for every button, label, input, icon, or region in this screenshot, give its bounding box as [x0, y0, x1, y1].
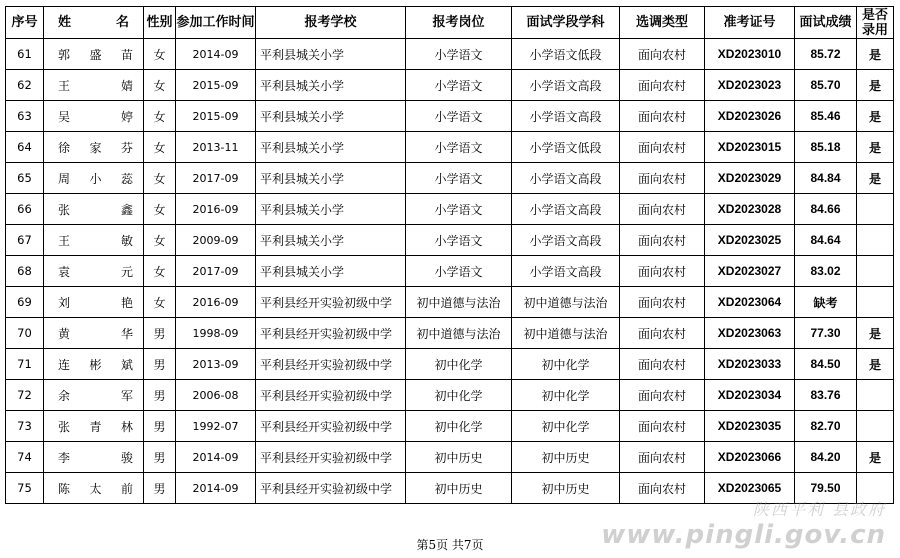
cell-hired: 是	[857, 101, 894, 132]
name-char: 艳	[120, 295, 133, 310]
table-row	[6, 318, 894, 349]
name-chars	[44, 170, 143, 187]
cell-name	[44, 39, 144, 70]
name-char: 吴	[58, 109, 71, 124]
cell-school: 平利县经开实验初级中学	[256, 473, 406, 504]
cell-work-time: 2017-09	[176, 256, 256, 287]
cell-hired: 是	[857, 349, 894, 380]
cell-subject: 小学语文高段	[512, 256, 620, 287]
cell-type: 面向农村	[620, 473, 705, 504]
cell-subject: 小学语文低段	[512, 39, 620, 70]
cell-hired	[857, 380, 894, 411]
cell-hired: 是	[857, 163, 894, 194]
cell-school: 平利县城关小学	[256, 194, 406, 225]
cell-exam-no: XD2023064	[705, 287, 795, 318]
cell-no: 66	[6, 194, 44, 225]
cell-gender: 女	[144, 256, 176, 287]
name-chars	[44, 232, 143, 249]
header-type: 选调类型	[620, 7, 705, 39]
cell-score: 85.72	[795, 39, 857, 70]
name-char: 陈	[58, 481, 71, 496]
cell-exam-no: XD2023065	[705, 473, 795, 504]
table-row	[6, 70, 894, 101]
cell-type: 面向农村	[620, 101, 705, 132]
cell-hired: 是	[857, 442, 894, 473]
cell-post: 小学语文	[406, 163, 512, 194]
name-char: 林	[120, 419, 133, 434]
header-name: 姓 名	[44, 7, 144, 39]
cell-work-time: 2015-09	[176, 70, 256, 101]
name-chars	[44, 387, 143, 404]
name-char: 连	[58, 357, 71, 372]
cell-school: 平利县城关小学	[256, 132, 406, 163]
cell-school: 平利县城关小学	[256, 225, 406, 256]
cell-hired	[857, 287, 894, 318]
cell-work-time: 1992-07	[176, 411, 256, 442]
cell-school: 平利县城关小学	[256, 256, 406, 287]
cell-subject: 初中历史	[512, 473, 620, 504]
cell-type: 面向农村	[620, 380, 705, 411]
table-row	[6, 349, 894, 380]
cell-gender: 女	[144, 225, 176, 256]
cell-school: 平利县经开实验初级中学	[256, 380, 406, 411]
cell-hired	[857, 194, 894, 225]
name-chars	[44, 139, 143, 156]
cell-hired: 是	[857, 318, 894, 349]
cell-subject: 初中化学	[512, 411, 620, 442]
name-chars	[44, 325, 143, 342]
name-chars	[44, 356, 143, 373]
cell-post: 小学语文	[406, 132, 512, 163]
cell-subject: 小学语文高段	[512, 225, 620, 256]
cell-school: 平利县经开实验初级中学	[256, 349, 406, 380]
name-char: 芬	[120, 140, 133, 155]
cell-gender: 男	[144, 318, 176, 349]
table-row	[6, 132, 894, 163]
cell-exam-no: XD2023035	[705, 411, 795, 442]
cell-score: 84.20	[795, 442, 857, 473]
cell-exam-no: XD2023029	[705, 163, 795, 194]
cell-subject: 初中历史	[512, 442, 620, 473]
cell-work-time: 2006-08	[176, 380, 256, 411]
cell-exam-no: XD2023063	[705, 318, 795, 349]
cell-type: 面向农村	[620, 287, 705, 318]
cell-score: 84.64	[795, 225, 857, 256]
table-row	[6, 163, 894, 194]
name-chars	[44, 263, 143, 280]
cell-school: 平利县城关小学	[256, 101, 406, 132]
table-row	[6, 287, 894, 318]
cell-no: 73	[6, 411, 44, 442]
name-char: 王	[58, 78, 71, 93]
header-exam-no: 准考证号	[705, 7, 795, 39]
cell-work-time: 2016-09	[176, 194, 256, 225]
cell-name	[44, 442, 144, 473]
cell-hired	[857, 411, 894, 442]
watermark-cn: 陕西平利 县政府	[752, 500, 886, 519]
name-char: 前	[120, 481, 133, 496]
cell-gender: 男	[144, 349, 176, 380]
table-row	[6, 411, 894, 442]
cell-school: 平利县经开实验初级中学	[256, 287, 406, 318]
cell-exam-no: XD2023066	[705, 442, 795, 473]
cell-subject: 初中化学	[512, 349, 620, 380]
name-char: 张	[58, 419, 71, 434]
cell-score: 84.50	[795, 349, 857, 380]
name-char: 张	[58, 202, 71, 217]
cell-no: 61	[6, 39, 44, 70]
cell-type: 面向农村	[620, 163, 705, 194]
cell-post: 初中化学	[406, 411, 512, 442]
table-row	[6, 225, 894, 256]
cell-exam-no: XD2023023	[705, 70, 795, 101]
cell-post: 小学语文	[406, 39, 512, 70]
name-char: 袁	[58, 264, 71, 279]
cell-subject: 初中道德与法治	[512, 287, 620, 318]
cell-subject: 小学语文高段	[512, 163, 620, 194]
name-char: 苗	[120, 47, 133, 62]
cell-type: 面向农村	[620, 39, 705, 70]
cell-post: 小学语文	[406, 101, 512, 132]
cell-exam-no: XD2023028	[705, 194, 795, 225]
cell-subject: 小学语文高段	[512, 194, 620, 225]
cell-score: 85.46	[795, 101, 857, 132]
name-char: 黄	[58, 326, 71, 341]
cell-score: 83.02	[795, 256, 857, 287]
cell-post: 初中道德与法治	[406, 318, 512, 349]
name-char: 盛	[89, 47, 102, 62]
name-char: 李	[58, 450, 71, 465]
table-row	[6, 39, 894, 70]
cell-subject: 小学语文低段	[512, 132, 620, 163]
cell-work-time: 2009-09	[176, 225, 256, 256]
cell-exam-no: XD2023026	[705, 101, 795, 132]
cell-name	[44, 473, 144, 504]
name-char: 青	[89, 419, 102, 434]
cell-type: 面向农村	[620, 411, 705, 442]
cell-exam-no: XD2023027	[705, 256, 795, 287]
cell-name	[44, 225, 144, 256]
table-row	[6, 380, 894, 411]
cell-type: 面向农村	[620, 194, 705, 225]
cell-name	[44, 256, 144, 287]
cell-school: 平利县城关小学	[256, 39, 406, 70]
cell-exam-no: XD2023025	[705, 225, 795, 256]
cell-no: 64	[6, 132, 44, 163]
name-char: 小	[89, 171, 102, 186]
cell-work-time: 2017-09	[176, 163, 256, 194]
cell-no: 70	[6, 318, 44, 349]
cell-exam-no: XD2023010	[705, 39, 795, 70]
cell-subject: 初中化学	[512, 380, 620, 411]
cell-gender: 女	[144, 287, 176, 318]
name-char: 郭	[58, 47, 71, 62]
name-char: 斌	[120, 357, 133, 372]
name-chars	[44, 418, 143, 435]
cell-work-time: 2013-09	[176, 349, 256, 380]
cell-post: 初中历史	[406, 473, 512, 504]
cell-gender: 男	[144, 380, 176, 411]
cell-post: 小学语文	[406, 194, 512, 225]
table-row	[6, 442, 894, 473]
name-char: 军	[120, 388, 133, 403]
cell-name	[44, 287, 144, 318]
watermark-url: www.pingli.gov.cn	[601, 520, 886, 550]
cell-post: 小学语文	[406, 70, 512, 101]
cell-gender: 男	[144, 442, 176, 473]
cell-gender: 男	[144, 411, 176, 442]
header-work-time: 参加工作时间	[176, 7, 256, 39]
cell-school: 平利县经开实验初级中学	[256, 411, 406, 442]
cell-score: 79.50	[795, 473, 857, 504]
name-char: 元	[120, 264, 133, 279]
cell-name	[44, 318, 144, 349]
cell-no: 71	[6, 349, 44, 380]
cell-subject: 初中道德与法治	[512, 318, 620, 349]
cell-hired: 是	[857, 70, 894, 101]
cell-subject: 小学语文高段	[512, 70, 620, 101]
cell-hired: 是	[857, 39, 894, 70]
cell-hired	[857, 256, 894, 287]
cell-school: 平利县城关小学	[256, 163, 406, 194]
cell-type: 面向农村	[620, 225, 705, 256]
cell-work-time: 2013-11	[176, 132, 256, 163]
name-char: 王	[58, 233, 71, 248]
cell-post: 初中化学	[406, 349, 512, 380]
cell-work-time: 1998-09	[176, 318, 256, 349]
name-chars	[44, 77, 143, 94]
cell-name	[44, 349, 144, 380]
name-chars	[44, 449, 143, 466]
cell-no: 62	[6, 70, 44, 101]
cell-no: 69	[6, 287, 44, 318]
name-char: 徐	[58, 140, 71, 155]
name-char: 婷	[120, 109, 133, 124]
cell-score: 85.70	[795, 70, 857, 101]
cell-gender: 女	[144, 70, 176, 101]
cell-no: 74	[6, 442, 44, 473]
cell-exam-no: XD2023033	[705, 349, 795, 380]
cell-no: 68	[6, 256, 44, 287]
table-row	[6, 194, 894, 225]
header-school: 报考学校	[256, 7, 406, 39]
cell-no: 72	[6, 380, 44, 411]
name-char: 敏	[120, 233, 133, 248]
cell-post: 初中历史	[406, 442, 512, 473]
header-no: 序号	[6, 7, 44, 39]
cell-work-time: 2016-09	[176, 287, 256, 318]
cell-score: 缺考	[795, 287, 857, 318]
page-footer: 第5页 共7页	[416, 538, 484, 552]
cell-type: 面向农村	[620, 442, 705, 473]
cell-gender: 女	[144, 163, 176, 194]
cell-exam-no: XD2023015	[705, 132, 795, 163]
table-row	[6, 256, 894, 287]
cell-no: 75	[6, 473, 44, 504]
cell-name	[44, 101, 144, 132]
name-chars	[44, 480, 143, 497]
cell-score: 83.76	[795, 380, 857, 411]
cell-school: 平利县城关小学	[256, 70, 406, 101]
cell-post: 初中化学	[406, 380, 512, 411]
results-table	[5, 6, 894, 504]
table-row	[6, 101, 894, 132]
cell-type: 面向农村	[620, 132, 705, 163]
name-char: 鑫	[120, 202, 133, 217]
cell-no: 63	[6, 101, 44, 132]
cell-gender: 女	[144, 132, 176, 163]
cell-name	[44, 163, 144, 194]
cell-gender: 女	[144, 101, 176, 132]
name-char: 刘	[58, 295, 71, 310]
name-char: 太	[89, 481, 102, 496]
cell-name	[44, 132, 144, 163]
cell-type: 面向农村	[620, 256, 705, 287]
cell-name	[44, 70, 144, 101]
cell-school: 平利县经开实验初级中学	[256, 318, 406, 349]
name-char: 婧	[120, 78, 133, 93]
cell-exam-no: XD2023034	[705, 380, 795, 411]
cell-gender: 女	[144, 194, 176, 225]
header-post: 报考岗位	[406, 7, 512, 39]
name-char: 蕊	[120, 171, 133, 186]
cell-work-time: 2014-09	[176, 473, 256, 504]
cell-hired: 是	[857, 132, 894, 163]
name-chars	[44, 294, 143, 311]
cell-type: 面向农村	[620, 70, 705, 101]
name-chars	[44, 201, 143, 218]
name-chars	[44, 108, 143, 125]
table-header-row	[6, 7, 894, 39]
cell-score: 84.84	[795, 163, 857, 194]
cell-post: 小学语文	[406, 256, 512, 287]
cell-score: 82.70	[795, 411, 857, 442]
cell-gender: 女	[144, 39, 176, 70]
header-hired: 是否录用	[857, 7, 894, 39]
cell-type: 面向农村	[620, 318, 705, 349]
cell-post: 初中道德与法治	[406, 287, 512, 318]
cell-name	[44, 380, 144, 411]
name-char: 周	[58, 171, 71, 186]
cell-gender: 男	[144, 473, 176, 504]
header-subject: 面试学段学科	[512, 7, 620, 39]
cell-no: 65	[6, 163, 44, 194]
cell-hired	[857, 225, 894, 256]
cell-work-time: 2015-09	[176, 101, 256, 132]
cell-no: 67	[6, 225, 44, 256]
cell-name	[44, 194, 144, 225]
cell-type: 面向农村	[620, 349, 705, 380]
header-score: 面试成绩	[795, 7, 857, 39]
name-char: 彬	[89, 357, 102, 372]
cell-post: 小学语文	[406, 225, 512, 256]
cell-score: 84.66	[795, 194, 857, 225]
cell-score: 85.18	[795, 132, 857, 163]
name-char: 华	[120, 326, 133, 341]
cell-school: 平利县经开实验初级中学	[256, 442, 406, 473]
name-chars	[44, 46, 143, 63]
cell-subject: 小学语文高段	[512, 101, 620, 132]
name-char: 骏	[120, 450, 133, 465]
cell-work-time: 2014-09	[176, 442, 256, 473]
name-char: 余	[58, 388, 71, 403]
watermark	[601, 497, 886, 550]
name-char: 家	[89, 140, 102, 155]
cell-work-time: 2014-09	[176, 39, 256, 70]
cell-name	[44, 411, 144, 442]
cell-score: 77.30	[795, 318, 857, 349]
header-gender: 性别	[144, 7, 176, 39]
